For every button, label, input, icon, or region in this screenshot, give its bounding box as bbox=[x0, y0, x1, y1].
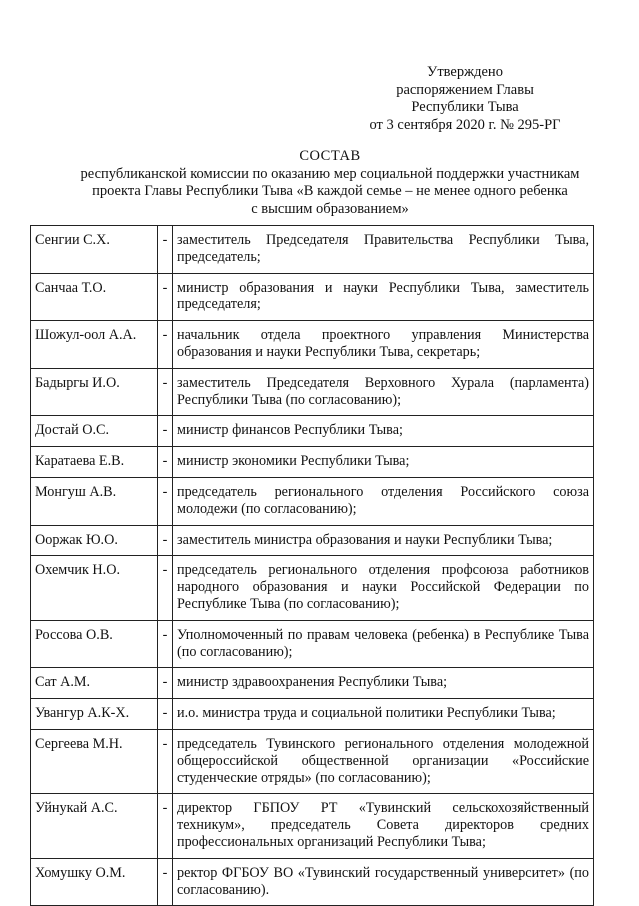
member-dash: - bbox=[158, 477, 173, 525]
member-name: Шожул-оол А.А. bbox=[31, 321, 158, 369]
member-dash: - bbox=[158, 273, 173, 321]
member-dash: - bbox=[158, 556, 173, 620]
table-row bbox=[31, 525, 594, 556]
member-role: председатель Тувинского регионального отделения молодежной общероссийской общественной организации «Российские студенческие отряды» (по согласованию); bbox=[173, 729, 594, 793]
member-role: заместитель Председателя Правительства Республики Тыва, председатель; bbox=[173, 226, 594, 274]
table-row bbox=[31, 416, 594, 447]
table-row bbox=[31, 858, 594, 906]
member-name: Сергеева М.Н. bbox=[31, 729, 158, 793]
member-role: и.о. министра труда и социальной политики Республики Тыва; bbox=[173, 699, 594, 730]
member-name: Ооржак Ю.О. bbox=[31, 525, 158, 556]
member-name: Сат А.М. bbox=[31, 668, 158, 699]
member-name: Хомушку О.М. bbox=[31, 858, 158, 906]
member-dash: - bbox=[158, 858, 173, 906]
member-name: Достай О.С. bbox=[31, 416, 158, 447]
heading-line-3: с высшим образованием» bbox=[251, 200, 409, 217]
table-row bbox=[31, 273, 594, 321]
member-role: министр экономики Республики Тыва; bbox=[173, 447, 594, 478]
member-name: Бадыргы И.О. bbox=[31, 368, 158, 416]
member-name: Монгуш А.В. bbox=[31, 477, 158, 525]
table-row bbox=[31, 321, 594, 369]
member-role: министр здравоохранения Республики Тыва; bbox=[173, 668, 594, 699]
table-row bbox=[31, 477, 594, 525]
member-dash: - bbox=[158, 620, 173, 668]
member-dash: - bbox=[158, 729, 173, 793]
heading-line-1: республиканской комиссии по оказанию мер социальной поддержки участникам bbox=[80, 165, 580, 182]
table-row bbox=[31, 226, 594, 274]
table-row bbox=[31, 794, 594, 858]
member-name: Сенгии С.Х. bbox=[31, 226, 158, 274]
member-role: заместитель министра образования и науки Республики Тыва; bbox=[173, 525, 594, 556]
member-role: министр образования и науки Республики Тыва, заместитель председателя; bbox=[173, 273, 594, 321]
member-name: Уйнукай А.С. bbox=[31, 794, 158, 858]
member-dash: - bbox=[158, 794, 173, 858]
table-row bbox=[31, 556, 594, 620]
member-dash: - bbox=[158, 226, 173, 274]
member-dash: - bbox=[158, 699, 173, 730]
member-role: председатель регионального отделения профсоюза работников народного образования и науки Российской Федерации по Республике Тыва (по согласованию); bbox=[173, 556, 594, 620]
member-role: начальник отдела проектного управления Министерства образования и науки Республики Тыва, секретарь; bbox=[173, 321, 594, 369]
member-dash: - bbox=[158, 416, 173, 447]
table-row bbox=[31, 447, 594, 478]
member-role: заместитель Председателя Верховного Хурала (парламента) Республики Тыва (по согласованию); bbox=[173, 368, 594, 416]
approval-line-1: Утверждено bbox=[427, 64, 503, 80]
table-row bbox=[31, 699, 594, 730]
approval-line-3: Республики Тыва bbox=[411, 99, 519, 115]
member-dash: - bbox=[158, 525, 173, 556]
member-role: министр финансов Республики Тыва; bbox=[173, 416, 594, 447]
heading-line-2: проекта Главы Республики Тыва «В каждой семье – не менее одного ребенка bbox=[92, 183, 568, 199]
member-dash: - bbox=[158, 447, 173, 478]
member-name: Санчаа Т.О. bbox=[31, 273, 158, 321]
member-role: ректор ФГБОУ ВО «Тувинский государственный университет» (по согласованию). bbox=[173, 858, 594, 906]
member-name: Увангур А.К-Х. bbox=[31, 699, 158, 730]
member-role: директор ГБПОУ РТ «Тувинский сельскохозяйственный техникум», председатель Совета директоров средних профессиональных организаций Республики Тыва; bbox=[173, 794, 594, 858]
approval-line-4: от 3 сентября 2020 г. № 295-РГ bbox=[369, 116, 561, 133]
member-name: Россова О.В. bbox=[31, 620, 158, 668]
approval-stamp bbox=[340, 64, 590, 134]
member-dash: - bbox=[158, 368, 173, 416]
approval-line-2: распоряжением Главы bbox=[396, 81, 534, 98]
table-row bbox=[31, 620, 594, 668]
document-title: СОСТАВ bbox=[299, 148, 361, 164]
members-table bbox=[30, 225, 594, 906]
member-name: Охемчик Н.О. bbox=[31, 556, 158, 620]
document-heading bbox=[30, 148, 630, 218]
table-row bbox=[31, 668, 594, 699]
member-role: Уполномоченный по правам человека (ребенка) в Республике Тыва (по согласованию); bbox=[173, 620, 594, 668]
member-dash: - bbox=[158, 668, 173, 699]
member-name: Каратаева Е.В. bbox=[31, 447, 158, 478]
member-dash: - bbox=[158, 321, 173, 369]
table-row bbox=[31, 729, 594, 793]
member-role: председатель регионального отделения Российского союза молодежи (по согласованию); bbox=[173, 477, 594, 525]
table-row bbox=[31, 368, 594, 416]
members-table-body bbox=[31, 226, 594, 906]
